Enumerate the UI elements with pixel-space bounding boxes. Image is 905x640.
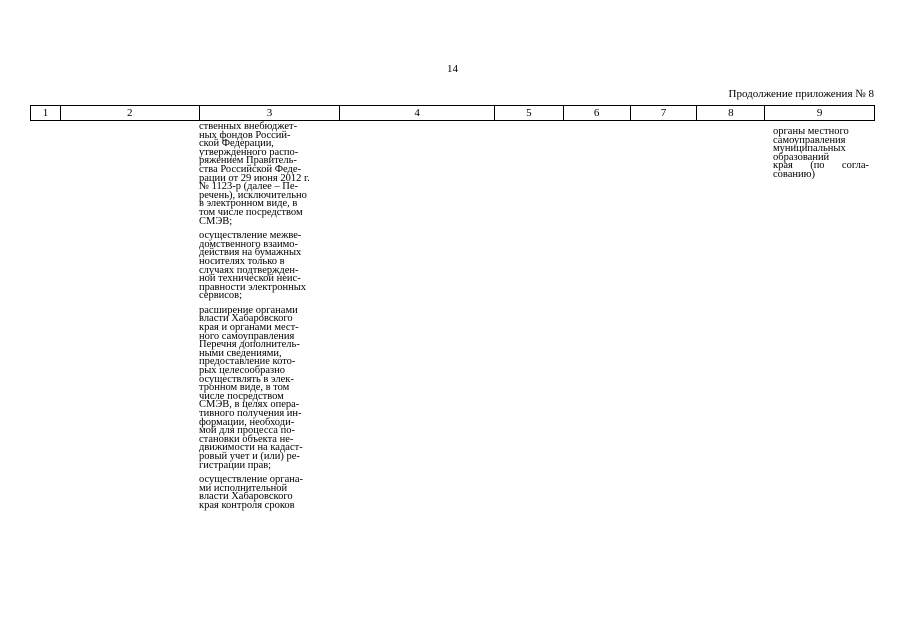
header-col-3: 3 bbox=[200, 106, 341, 120]
page-number: 14 bbox=[447, 63, 458, 75]
text-line: органы местного bbox=[773, 126, 849, 137]
text-line: образований bbox=[773, 151, 830, 163]
appendix-continuation-note: Продолжение приложения № 8 bbox=[728, 88, 874, 100]
text-line: мой для процесса по- bbox=[199, 425, 295, 437]
text-line: числе посредством bbox=[199, 390, 284, 402]
text-line: тронном виде, в том bbox=[199, 382, 290, 394]
text-line: рации от 29 июня 2012 г. bbox=[199, 172, 310, 184]
header-col-2: 2 bbox=[61, 106, 200, 120]
text-line: муниципальных bbox=[773, 143, 846, 155]
header-col-9: 9 bbox=[816, 107, 823, 119]
text-line: движимости на кадаст- bbox=[199, 442, 303, 454]
text-line: сервисов; bbox=[199, 290, 243, 302]
text-line: том числе посредством bbox=[199, 206, 303, 218]
text-line: Перечня дополнитель- bbox=[199, 339, 300, 351]
column-3-paragraph bbox=[199, 232, 339, 301]
text-line: ства Российской Феде- bbox=[199, 163, 302, 175]
text-line: гистрации прав; bbox=[199, 459, 272, 471]
text-line: края и органами мест- bbox=[199, 322, 299, 334]
column-3-paragraph bbox=[199, 476, 339, 510]
text-line: предоставление кото- bbox=[199, 356, 296, 368]
column-3-paragraph bbox=[199, 123, 339, 226]
text-line: осуществление межве- bbox=[199, 230, 302, 242]
text-line: ровый учет и (или) ре- bbox=[199, 450, 300, 462]
text-line: расширение органами bbox=[199, 304, 298, 316]
text-line: носителях только в bbox=[199, 255, 285, 267]
table-header-row bbox=[30, 105, 875, 121]
header-col-6: 6 bbox=[564, 106, 631, 120]
text-line: осуществлять в элек- bbox=[199, 373, 294, 385]
text-line: СМЭВ, в целях опера- bbox=[199, 399, 300, 411]
text-line: края (по согла- bbox=[773, 160, 869, 172]
column-3-text bbox=[199, 123, 339, 517]
text-line: правности электронных bbox=[199, 281, 307, 293]
text-line: ряжением Правитель- bbox=[199, 155, 297, 167]
text-line: случаях подтвержден- bbox=[199, 264, 299, 276]
header-col-7: 7 bbox=[631, 106, 698, 120]
text-line: ными сведениями, bbox=[199, 347, 282, 359]
text-line: осуществление органа- bbox=[199, 474, 304, 486]
header-col-1: 1 bbox=[31, 106, 61, 120]
text-line: власти Хабаровского bbox=[199, 491, 293, 503]
text-line: самоуправления bbox=[773, 134, 846, 146]
text-line: формации, необходи- bbox=[199, 416, 295, 428]
text-line: тивного получения ин- bbox=[199, 408, 302, 419]
text-line: ного самоуправления bbox=[199, 330, 295, 342]
text-line: сованию) bbox=[773, 168, 815, 180]
text-line: ственных внебюджет- bbox=[199, 121, 298, 132]
text-line: домственного взаимо- bbox=[199, 238, 299, 250]
text-line: ных фондов Россий- bbox=[199, 129, 291, 141]
column-3-paragraph bbox=[199, 304, 339, 471]
text-line: в электронном виде, в bbox=[199, 198, 298, 210]
text-line: власти Хабаровского bbox=[199, 313, 293, 325]
text-line: № 1123-р (далее – Пе- bbox=[199, 181, 299, 193]
text-line: ной технической неис- bbox=[199, 273, 301, 285]
column-9-text bbox=[773, 128, 869, 180]
text-line: ской Федерации, bbox=[199, 138, 274, 150]
text-line: утвержденного распо- bbox=[199, 146, 299, 158]
text-line: СМЭВ; bbox=[199, 215, 233, 227]
text-line: рых целесообразно bbox=[199, 365, 286, 377]
text-line: действия на бумажных bbox=[199, 247, 302, 259]
text-line: речень), исключительно bbox=[199, 189, 307, 201]
text-line: становки объекта не- bbox=[199, 433, 294, 445]
header-col-5: 5 bbox=[495, 106, 564, 120]
header-col-4: 4 bbox=[340, 106, 495, 120]
header-col-8: 8 bbox=[697, 106, 765, 120]
text-line: ми исполнительной bbox=[199, 482, 288, 494]
text-line: края контроля сроков bbox=[199, 499, 295, 511]
